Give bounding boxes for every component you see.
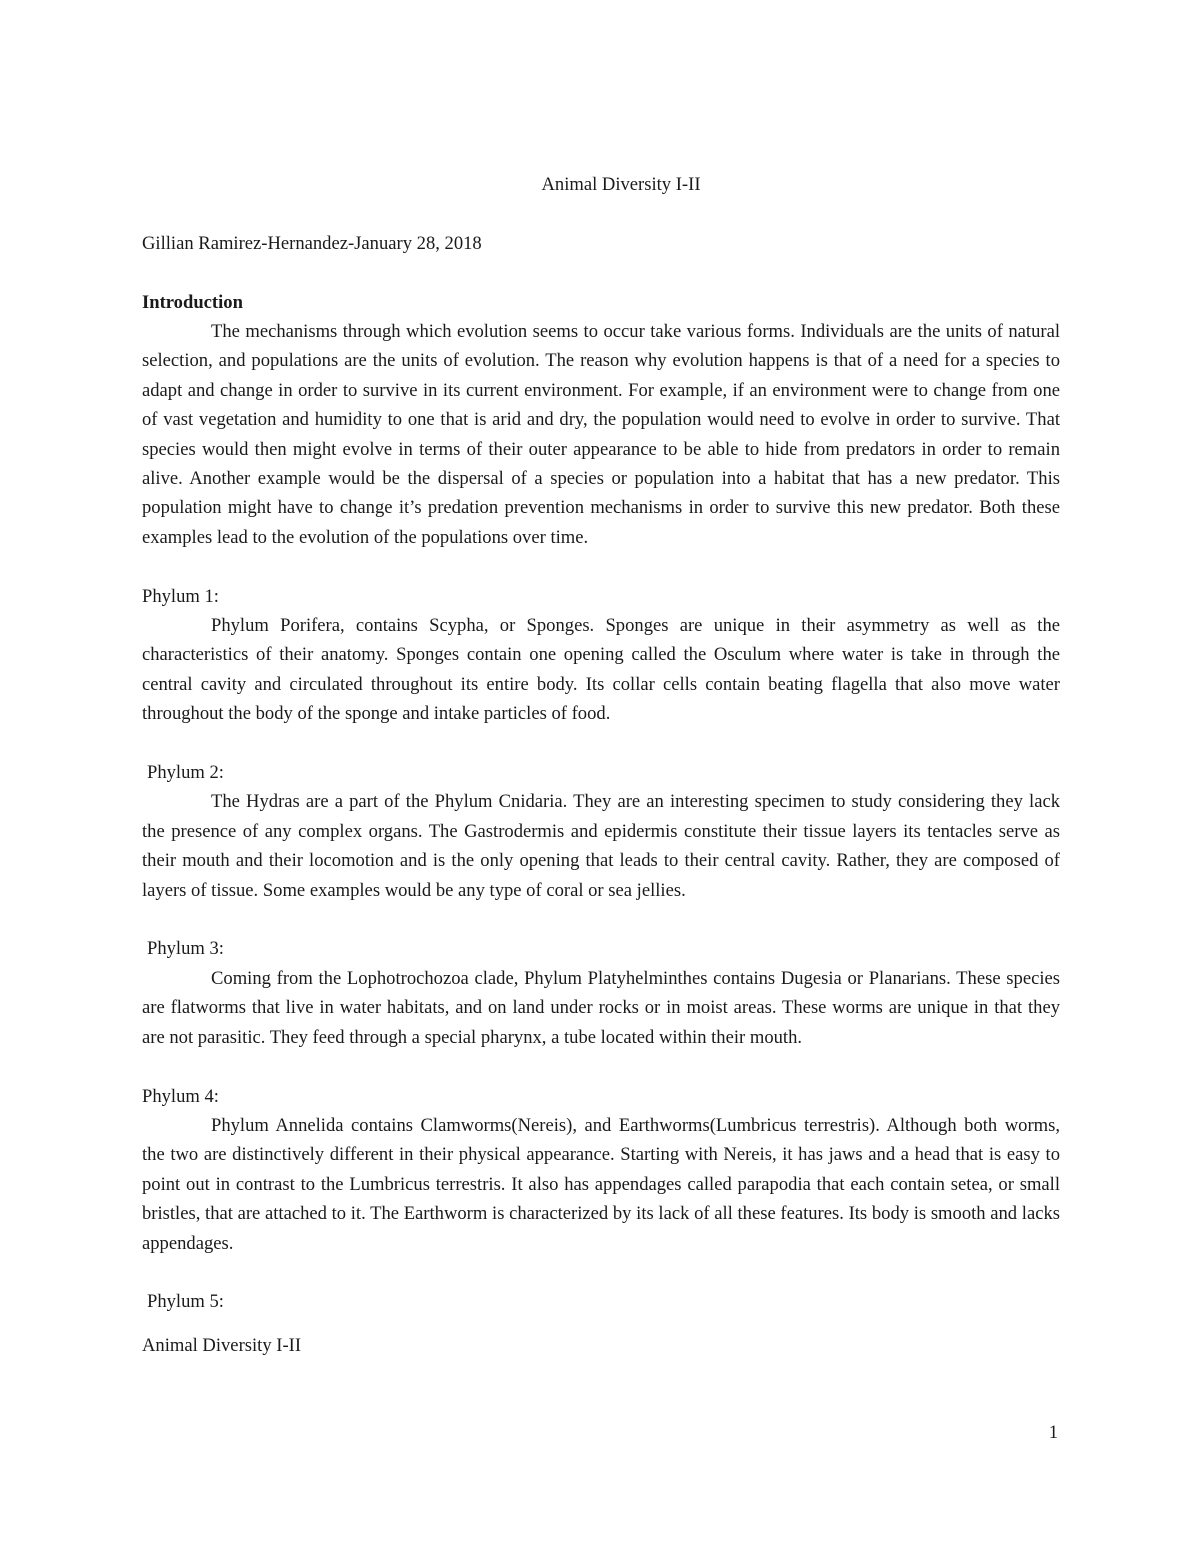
- section-body-phylum-2: The Hydras are a part of the Phylum Cnidaria. They are an interesting specimen to study considering they lack the presence of any complex organs. The Gastrodermis and epidermis constitute their tissue layers its tentacles serve as their mouth and their locomotion and is the only opening that leads to their central cavity. Rather, they are composed of layers of tissue. Some examples would be any type of coral or sea jellies.: [142, 791, 1060, 901]
- section-heading-introduction: Introduction: [142, 291, 243, 313]
- section-heading-phylum-1: Phylum 1:: [142, 585, 219, 607]
- section-heading-phylum-3: Phylum 3:: [147, 938, 224, 960]
- section-heading-phylum-5: Phylum 5:: [147, 1291, 224, 1313]
- section-body-phylum-1: Phylum Porifera, contains Scypha, or Sponges. Sponges are unique in their asymmetry as well as the characteristics of their anatomy. Sponges contain one opening called the Osculum where water is take in through the central cavity and circulated throughout its entire body. Its collar cells contain beating flagella that also move water throughout the body of the sponge and intake particles of food.: [142, 615, 1060, 725]
- document-title: Animal Diversity I-II: [541, 174, 701, 195]
- section-body-phylum-3: Coming from the Lophotrochozoa clade, Phylum Platyhelminthes contains Dugesia or Planarians. These species are flatworms that live in water habitats, and on land under rocks or in moist areas. These worms are unique in that they are not parasitic. They feed through a special pharynx, a tube located within their mouth.: [142, 967, 1060, 1048]
- author-date-line: Gillian Ramirez-Hernandez-January 28, 2018: [142, 232, 482, 254]
- section-heading-phylum-4: Phylum 4:: [142, 1085, 219, 1107]
- section-body-phylum-4: Phylum Annelida contains Clamworms(Nereis), and Earthworms(Lumbricus terrestris). Although both worms, the two are distinctively different in their physical appearance. Starting with Nereis, it has jaws and a head that is easy to point out in contrast to the Lumbricus terrestris. It also has appendages called parapodia that each contain setea, or small bristles, that are attached to it. The Earthworm is characterized by its lack of all these features. Its body is smooth and lacks appendages.: [142, 1114, 1060, 1254]
- section-heading-phylum-2: Phylum 2:: [147, 762, 224, 784]
- document-body: [142, 170, 1060, 1360]
- repeated-document-title: Animal Diversity I-II: [142, 1334, 302, 1356]
- section-body-introduction: The mechanisms through which evolution seems to occur take various forms. Individuals are the units of natural selection, and populations are the units of evolution. The reason why evolution happens is that of a need for a species to adapt and change in order to survive in its current environment. For example, if an environment were to change from one of vast vegetation and humidity to one that is arid and dry, the population would need to evolve in order to survive. That species would then might evolve in terms of their outer appearance to be able to hide from predators in order to remain alive. Another example would be the dispersal of a species or population into a habitat that has a new predator. This population might have to change it’s predation prevention mechanisms in order to survive this new predator. Both these examples lead to the evolution of the populations over time.: [142, 321, 1060, 548]
- page-number: 1: [1048, 1422, 1058, 1443]
